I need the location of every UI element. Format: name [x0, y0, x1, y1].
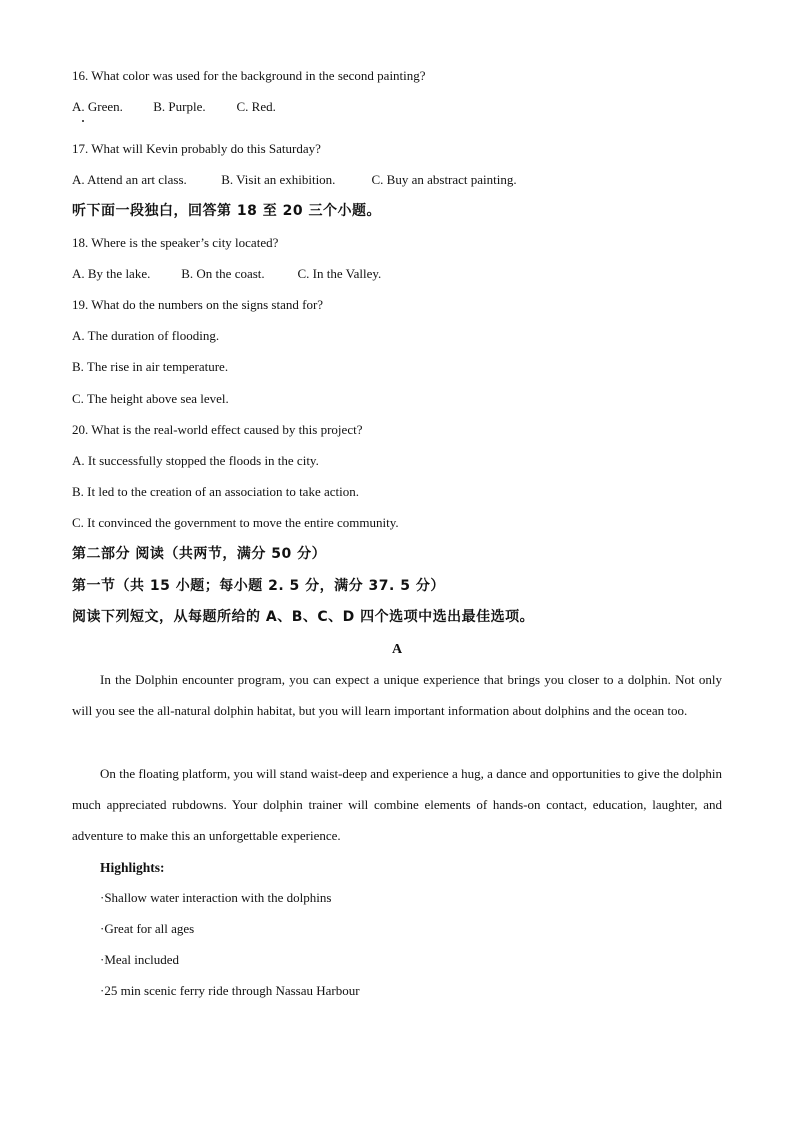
q20-option-b: B. It led to the creation of an association to take action. [72, 484, 359, 499]
highlight-item: ·25 min scenic ferry ride through Nassau Harbour [100, 983, 360, 998]
q16-option-b: B. Purple. [153, 99, 206, 114]
q18-option-c: C. In the Valley. [297, 266, 382, 281]
part2-heading: 第二部分 阅读（共两节，满分 50 分） [72, 546, 327, 562]
highlights-title: Highlights: [100, 860, 165, 875]
section1-heading: 第一节（共 15 小题；每小题 2. 5 分，满分 37. 5 分） [72, 578, 445, 594]
q17-option-b: B. Visit an exhibition. [221, 172, 336, 187]
question-18-options [72, 266, 381, 282]
question-19: 19. What do the numbers on the signs stand for? [72, 297, 324, 312]
stray-dot-mark [82, 120, 84, 122]
q16-option-c: C. Red. [236, 99, 276, 114]
q20-option-c: C. It convinced the government to move the entire community. [72, 515, 399, 530]
q19-option-a: A. The duration of flooding. [72, 328, 220, 343]
reading-instruction: 阅读下列短文，从每题所给的 A、B、C、D 四个选项中选出最佳选项。 [72, 609, 535, 625]
listening-instruction-18-20: 听下面一段独白，回答第 18 至 20 三个小题。 [72, 203, 381, 219]
q18-option-b: B. On the coast. [181, 266, 265, 281]
q18-option-a: A. By the lake. [72, 266, 151, 281]
passage-paragraph-1: In the Dolphin encounter program, you can expect a unique experience that brings you closer to a dolphin. Not only will you see the all-natural dolphin habitat, but you will learn important information about dolphins and the ocean too. [72, 672, 722, 718]
passage-paragraph-2: On the floating platform, you will stand waist-deep and experience a hug, a dance and opportunities to give the dolphin much appreciated rubdowns. Your dolphin trainer will combine elements of hands-on contact, education, laughter, and adventure to make this an unforgettable experience. [72, 766, 722, 843]
q19-option-b: B. The rise in air temperature. [72, 359, 229, 374]
question-17-options [72, 172, 517, 188]
q16-option-a: A. Green. [72, 99, 123, 114]
question-16: 16. What color was used for the background in the second painting? [72, 68, 426, 83]
q20-option-a: A. It successfully stopped the floods in the city. [72, 453, 319, 468]
q17-option-c: C. Buy an abstract painting. [371, 172, 517, 187]
passage-label: A [391, 642, 403, 657]
q19-option-c: C. The height above sea level. [72, 391, 229, 406]
question-16-options [72, 99, 276, 115]
highlight-item: ·Meal included [100, 952, 180, 967]
question-17: 17. What will Kevin probably do this Saturday? [72, 141, 321, 156]
q17-option-a: A. Attend an art class. [72, 172, 187, 187]
question-20: 20. What is the real-world effect caused by this project? [72, 422, 363, 437]
question-18: 18. Where is the speaker’s city located? [72, 235, 279, 250]
highlight-item: ·Shallow water interaction with the dolphins [100, 890, 332, 905]
highlight-item: ·Great for all ages [100, 921, 195, 936]
